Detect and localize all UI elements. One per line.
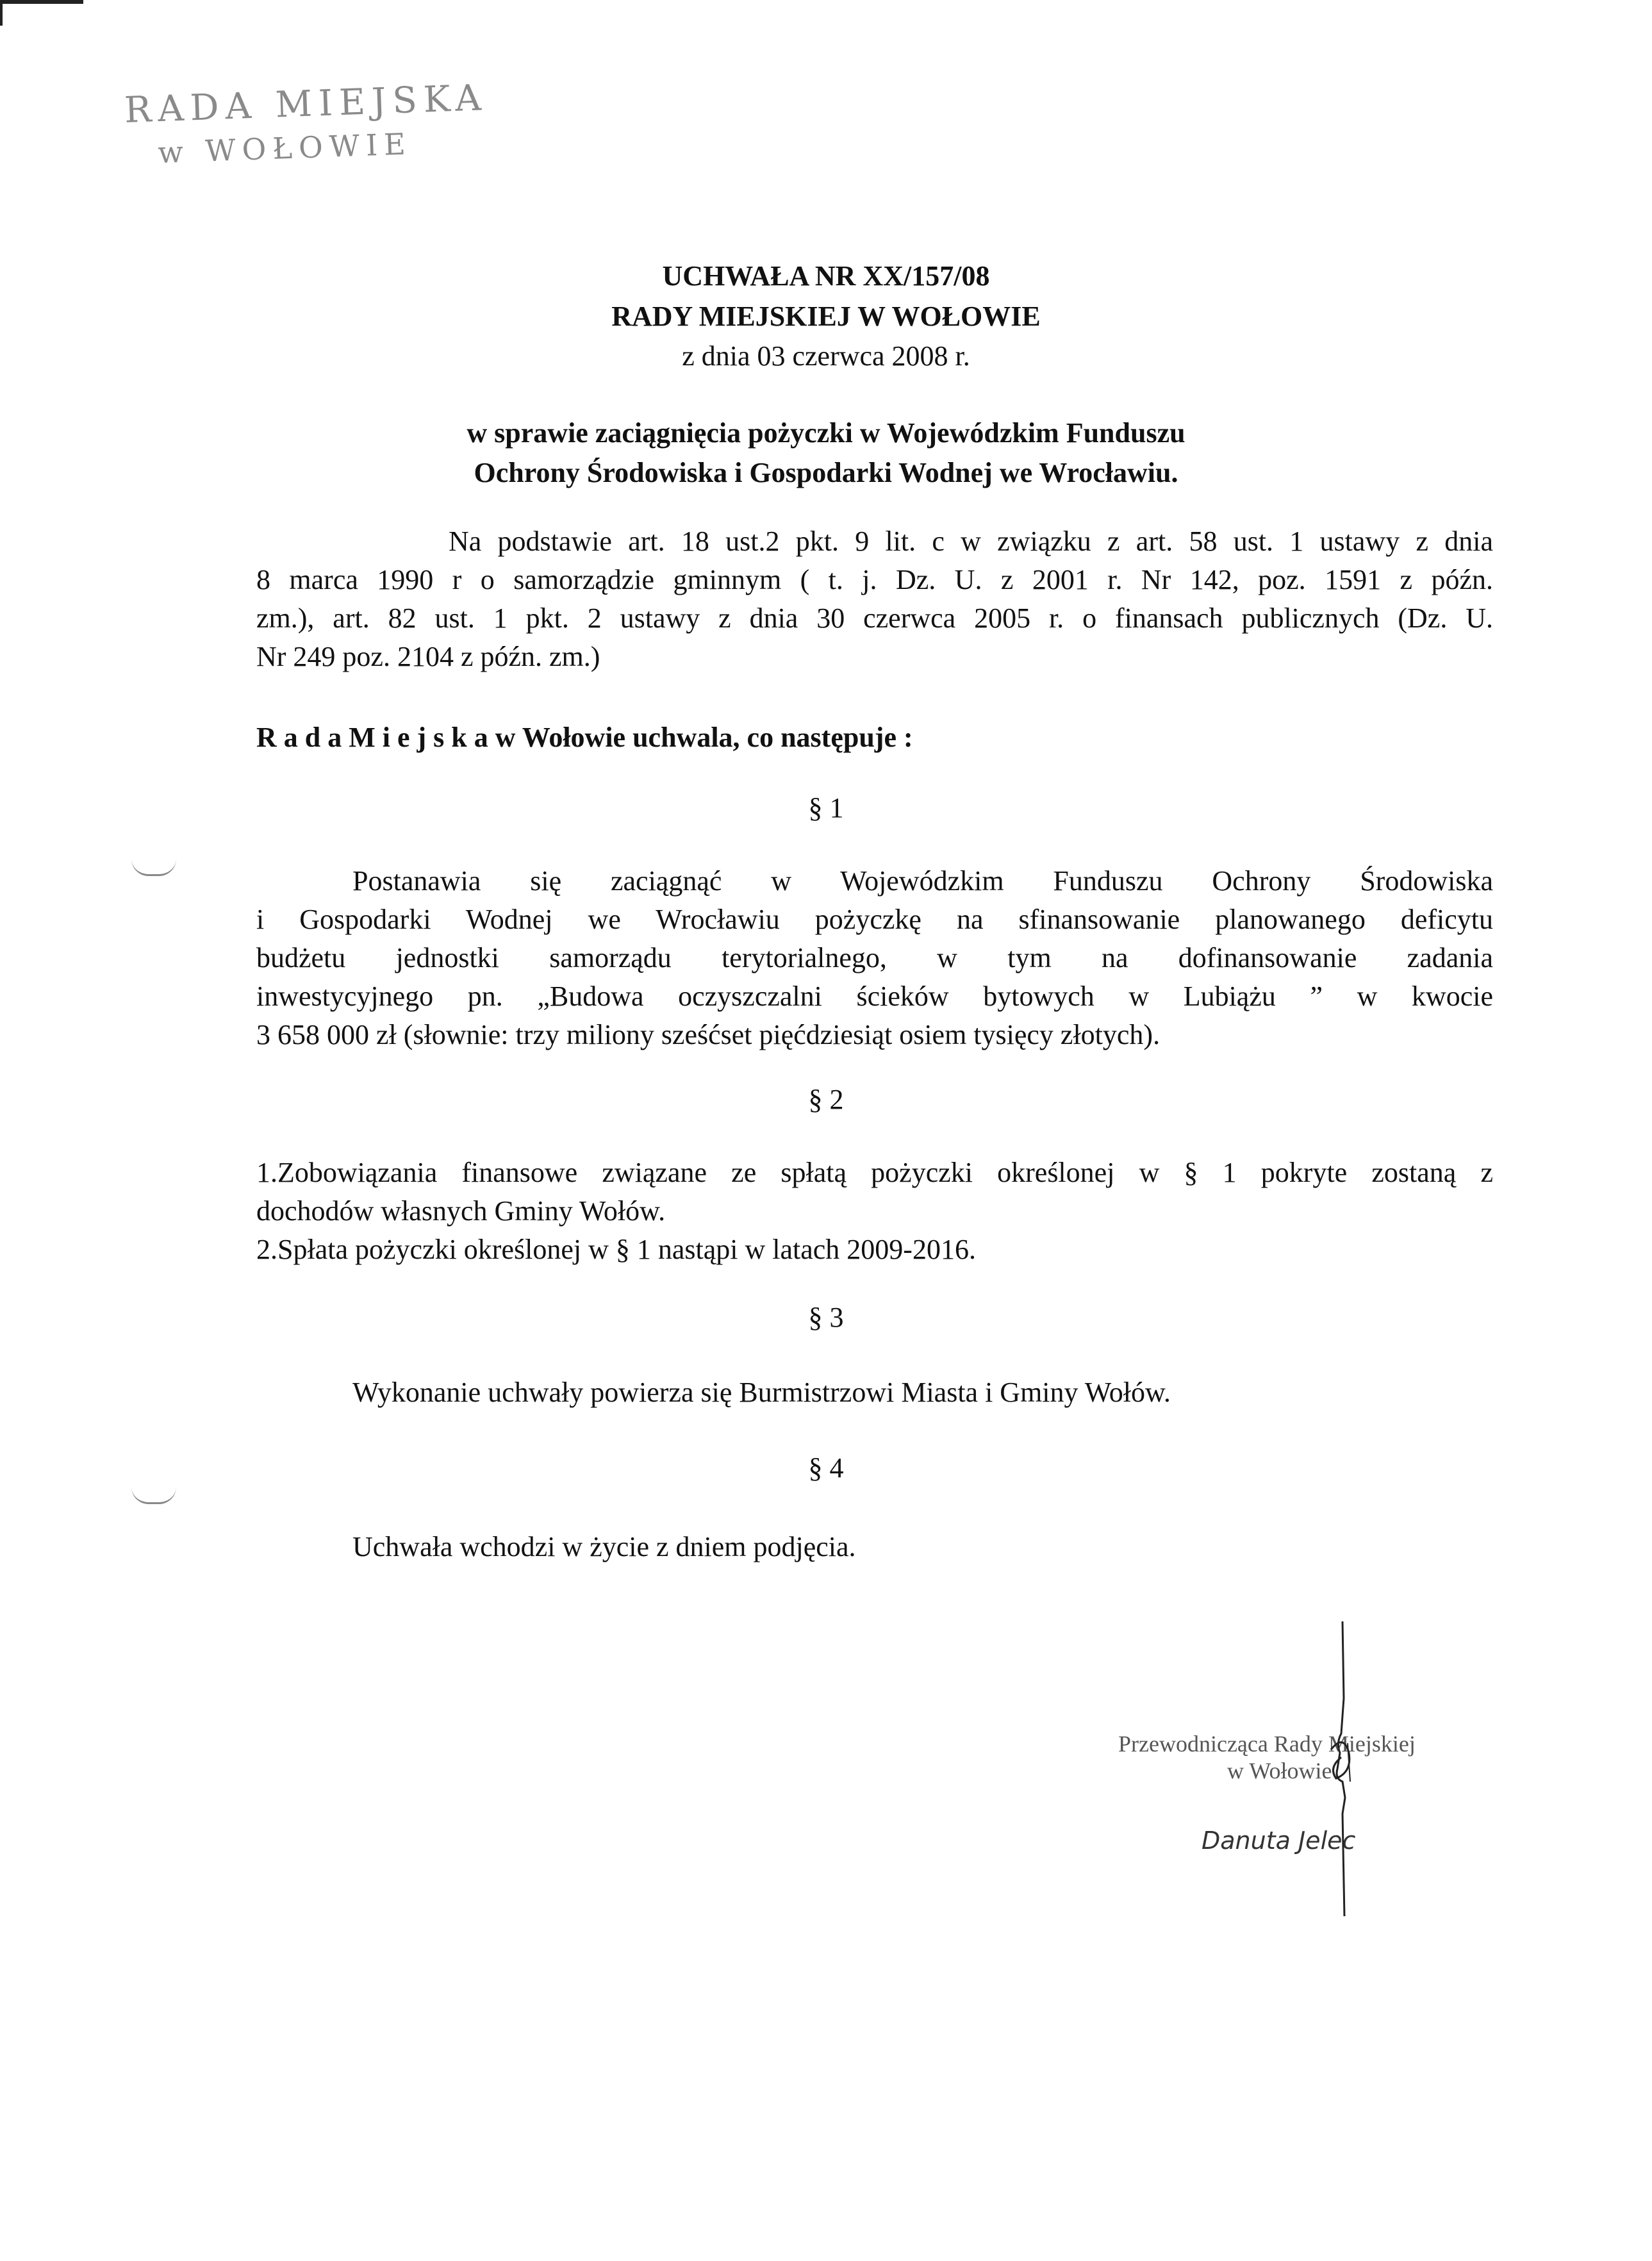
council-stamp [124, 77, 490, 171]
resolves-clause: R a d a M i e j s k a w Wołowie uchwala, co następuje : [256, 722, 913, 753]
scan-border-mark-vertical [0, 0, 3, 26]
legal-basis-line: zm.), art. 82 ust. 1 pkt. 2 ustawy z dnia 30 czerwca 2005 r. o finansach publicznych (Dz. U. [256, 602, 1493, 634]
section-1-line: 3 658 000 zł (słownie: trzy miliony sześćset pięćdziesiąt osiem tysięcy złotych). [256, 1019, 1161, 1050]
section-2-line: 1.Zobowiązania finansowe związane ze spłatą pożyczki określonej w § 1 pokryte zostaną z [256, 1157, 1493, 1188]
section-3-mark: § 3 [808, 1302, 844, 1333]
section-2-line: 2.Spłata pożyczki określonej w § 1 nastąpi w latach 2009-2016. [256, 1234, 976, 1265]
stamp-line-1: RADA MIEJSKA [123, 77, 488, 131]
stamp-line-2: w WOŁOWIE [157, 126, 413, 170]
section-4-text: Uchwała wchodzi w życie z dniem podjęcia. [352, 1531, 856, 1562]
resolution-title: UCHWAŁA NR XX/157/08 [662, 260, 990, 292]
section-2-line: dochodów własnych Gminy Wołów. [256, 1195, 666, 1227]
margin-hole-mark [131, 1487, 176, 1504]
legal-basis-line: Nr 249 poz. 2104 z późn. zm.) [256, 641, 600, 672]
signatory-role-line-2: w Wołowie [1227, 1758, 1332, 1784]
signatory-role-line-1: Przewodnicząca Rady Miejskiej [1118, 1731, 1416, 1757]
section-1-line: inwestycyjnego pn. „Budowa oczyszczalni ścieków bytowych w Lubiążu ” w kwocie [256, 981, 1493, 1012]
scan-border-mark [0, 0, 83, 4]
section-1-mark: § 1 [808, 792, 844, 824]
section-1-line: Postanawia się zaciągnąć w Wojewódzkim Funduszu Ochrony Środowiska [352, 865, 1493, 897]
resolution-issuer: RADY MIEJSKIEJ W WOŁOWIE [611, 301, 1041, 332]
section-1-paragraph [256, 862, 1493, 1054]
legal-basis-line: 8 marca 1990 r o samorządzie gminnym ( t. j. Dz. U. z 2001 r. Nr 142, poz. 1591 z późn. [256, 564, 1493, 595]
legal-basis-line: Na podstawie art. 18 ust.2 pkt. 9 lit. c w związku z art. 58 ust. 1 ustawy z dnia [449, 526, 1493, 557]
handwritten-signature-icon [1298, 1621, 1375, 1916]
section-2-mark: § 2 [808, 1084, 844, 1115]
section-4-mark: § 4 [808, 1452, 844, 1484]
section-3-text: Wykonanie uchwały powierza się Burmistrzowi Miasta i Gminy Wołów. [352, 1377, 1171, 1408]
resolution-date: z dnia 03 czerwca 2008 r. [682, 340, 970, 372]
signatory-name: Danuta Jelec [1202, 1826, 1356, 1855]
section-1-line: i Gospodarki Wodnej we Wrocławiu pożyczkę na sfinansowanie planowanego deficytu [256, 904, 1493, 935]
legal-basis-paragraph [256, 522, 1493, 676]
subject-line-1: w sprawie zaciągnięcia pożyczki w Wojewódzkim Funduszu [467, 417, 1185, 449]
section-1-line: budżetu jednostki samorządu terytorialnego, w tym na dofinansowanie zadania [256, 942, 1493, 973]
signature-block [1118, 1730, 1503, 1923]
section-2-paragraph [256, 1154, 1493, 1269]
margin-hole-mark [131, 859, 176, 876]
subject-line-2: Ochrony Środowiska i Gospodarki Wodnej we Wrocławiu. [474, 457, 1178, 488]
